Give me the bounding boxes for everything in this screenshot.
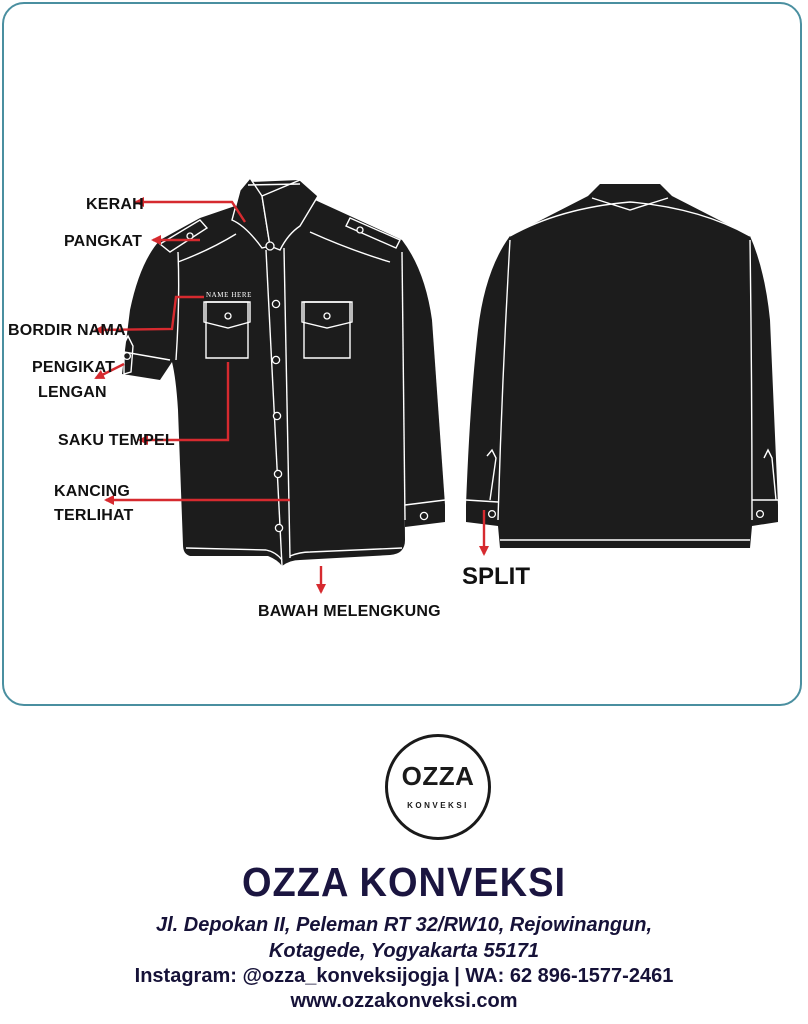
label-terlihat: TERLIHAT (54, 507, 134, 524)
label-bordir-nama: BORDIR NAMA (8, 322, 126, 339)
label-pengikat: PENGIKAT (32, 359, 116, 376)
company-logo (385, 734, 491, 840)
label-split: SPLIT (462, 563, 531, 590)
label-lengan: LENGAN (38, 384, 107, 401)
label-kerah: KERAH (86, 196, 144, 213)
front-shirt (122, 178, 445, 566)
back-shirt (466, 184, 778, 548)
website: www.ozzakonveksi.com (290, 990, 518, 1012)
company-name: OZZA KONVEKSI (241, 860, 567, 906)
logo-mark: OZZA (401, 761, 475, 791)
label-saku-tempel: SAKU TEMPEL (58, 432, 175, 449)
label-kancing: KANCING (54, 483, 131, 500)
address-line-2: Kotagede, Yogyakarta 55171 (268, 940, 540, 962)
contact-line: Instagram: @ozza_konveksijogja | WA: 62 896-1577-2461 (134, 965, 674, 987)
address-line-1: Jl. Depokan II, Peleman RT 32/RW10, Rejowinangun, (155, 914, 653, 936)
name-tag-text: NAME HERE (206, 291, 253, 299)
logo-subtitle: KONVEKSI (407, 801, 469, 810)
label-bawah-melengkung: BAWAH MELENGKUNG (258, 603, 441, 620)
label-pangkat: PANGKAT (64, 233, 143, 250)
